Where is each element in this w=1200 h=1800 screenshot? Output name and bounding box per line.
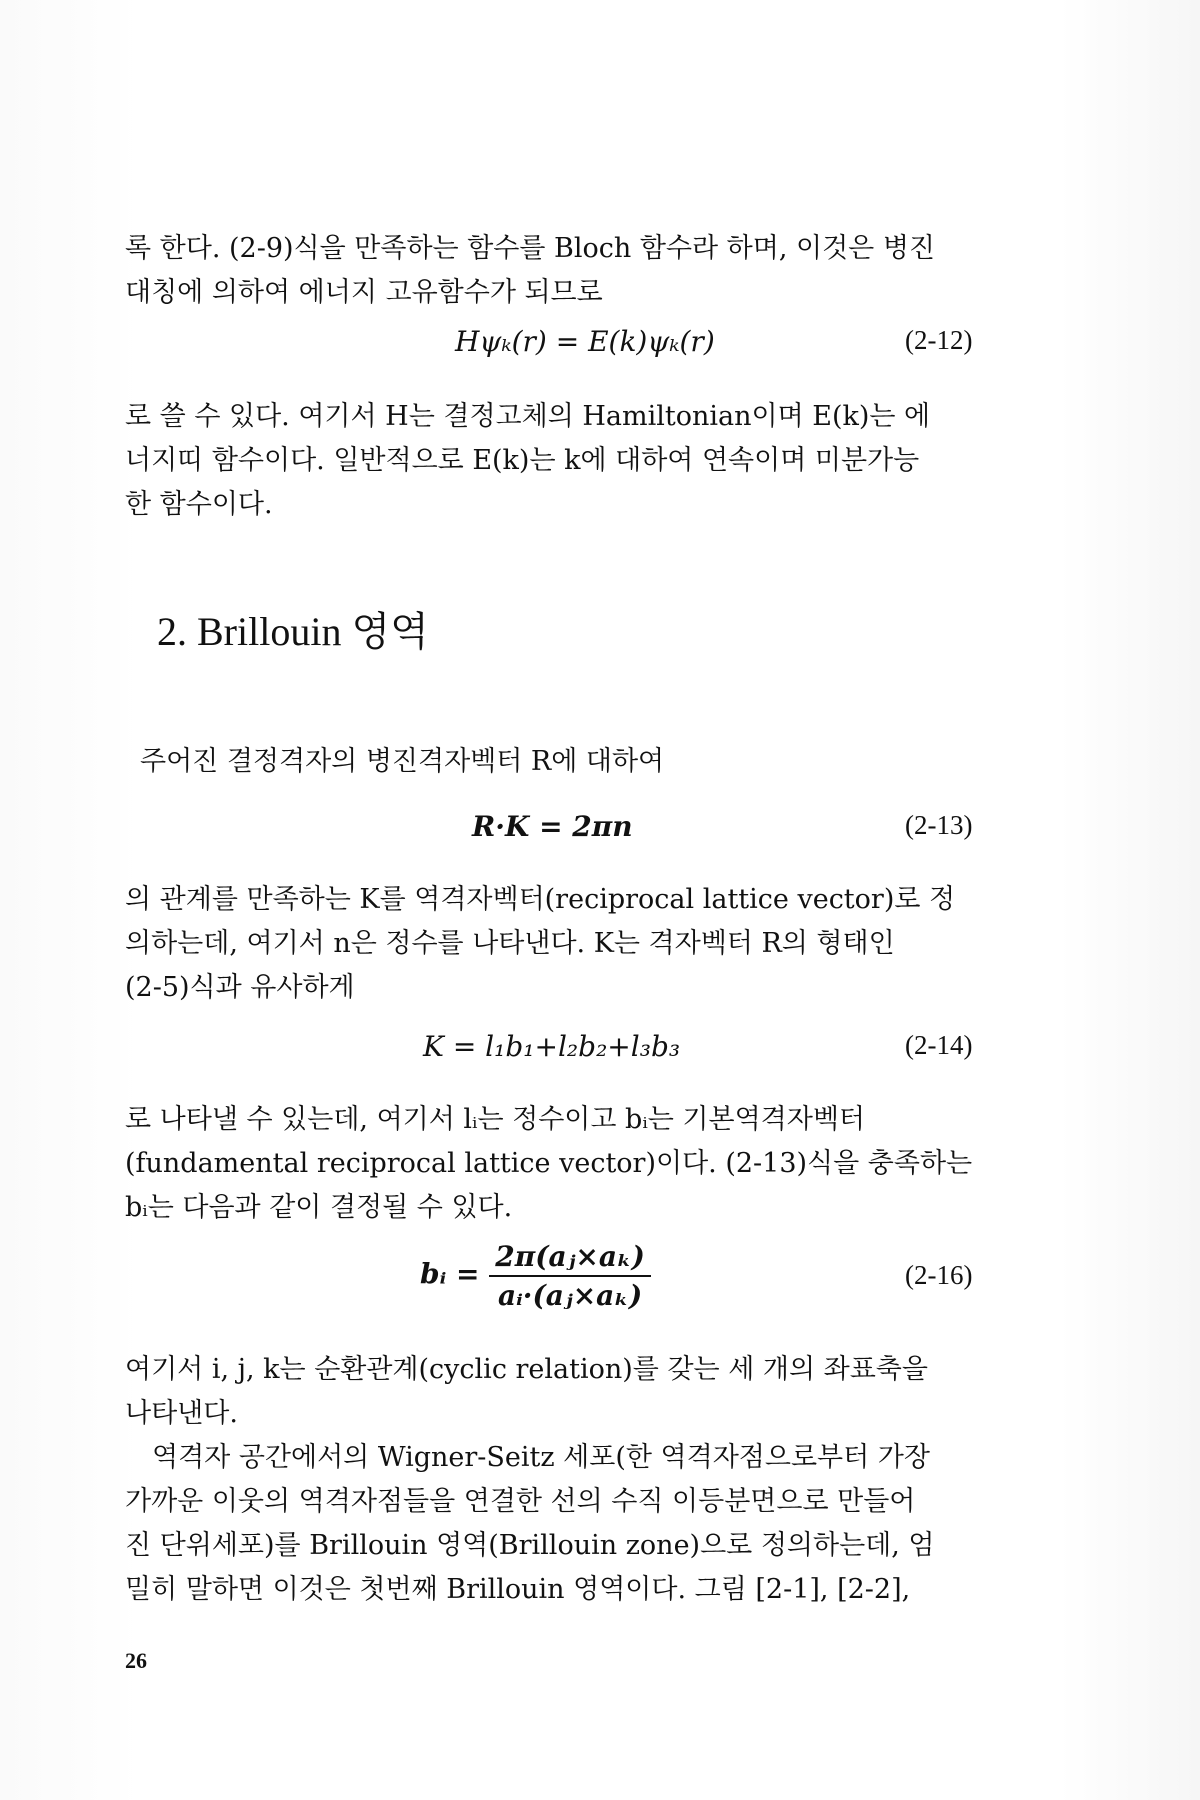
fraction-numerator: 2π(aⱼ×aₖ)	[489, 1240, 651, 1277]
text-line: 가까운 이웃의 역격자점들을 연결한 선의 수직 이등분면으로 만들어	[125, 1486, 916, 1517]
text-line: 진 단위세포)를 Brillouin 영역(Brillouin zone)으로 정의하는데, 엄	[125, 1530, 935, 1561]
text-line: 대칭에 의하여 에너지 고유함수가 되므로	[125, 277, 603, 308]
section-heading: 2. Brillouin 영역	[157, 609, 429, 654]
paragraph-reciprocal-lattice	[125, 878, 1020, 1010]
text-line: 나타낸다.	[125, 1398, 238, 1429]
equation-2-13: R·K = 2πn	[472, 810, 633, 843]
paragraph-fundamental-vectors	[125, 1098, 1020, 1230]
text-line: 의하는데, 여기서 n은 정수를 나타낸다. K는 격자벡터 R의 형태인	[125, 928, 895, 959]
text-line: 주어진 결정격자의 병진격자벡터 R에 대하여	[140, 746, 665, 777]
paragraph-translation-vector	[140, 740, 1035, 784]
equation-label-2-16: (2-16)	[905, 1260, 973, 1290]
text-line: bᵢ는 다음과 같이 결정될 수 있다.	[125, 1192, 513, 1223]
paragraph-cyclic-relation	[125, 1348, 1020, 1436]
equation-2-16	[420, 1240, 651, 1312]
text-line: 로 나타낼 수 있는데, 여기서 lᵢ는 정수이고 bᵢ는 기본역격자벡터	[125, 1104, 865, 1135]
fraction-denominator: aᵢ·(aⱼ×aₖ)	[497, 1279, 643, 1312]
text-line: (2-5)식과 유사하게	[125, 972, 355, 1003]
equation-2-14: K = l₁b₁+l₂b₂+l₃b₃	[423, 1030, 681, 1063]
equation-label-2-13: (2-13)	[905, 810, 973, 840]
equation-label-2-12: (2-12)	[905, 325, 973, 355]
text-line: (fundamental reciprocal lattice vector)이다. (2-13)식을 충족하는	[125, 1148, 973, 1179]
paragraph-wigner-seitz	[125, 1436, 1020, 1612]
text-line: 록 한다. (2-9)식을 만족하는 함수를 Bloch 함수라 하며, 이것은 병진	[125, 233, 936, 264]
equation-2-12: Hψₖ(r) = E(k)ψₖ(r)	[455, 325, 715, 358]
text-line: 너지띠 함수이다. 일반적으로 E(k)는 k에 대하여 연속이며 미분가능	[125, 445, 920, 476]
text-line: 한 함수이다.	[125, 489, 273, 520]
text-line: 역격자 공간에서의 Wigner-Seitz 세포(한 역격자점으로부터 가장	[125, 1442, 930, 1473]
text-line: 여기서 i, j, k는 순환관계(cyclic relation)를 갖는 세 개의 좌표축을	[125, 1354, 928, 1385]
paragraph-bloch-function	[125, 227, 1020, 315]
equation-label-2-14: (2-14)	[905, 1030, 973, 1060]
text-line: 로 쓸 수 있다. 여기서 H는 결정고체의 Hamiltonian이며 E(k)는 에	[125, 401, 931, 432]
text-line: 의 관계를 만족하는 K를 역격자벡터(reciprocal lattice vector)로 정	[125, 884, 956, 915]
page-number: 26	[125, 1648, 147, 1673]
fraction	[489, 1240, 651, 1312]
text-line: 밀히 말하면 이것은 첫번째 Brillouin 영역이다. 그림 [2-1], [2-2],	[125, 1574, 911, 1605]
paragraph-hamiltonian	[125, 395, 1020, 527]
equation-lhs: bᵢ =	[420, 1257, 480, 1291]
